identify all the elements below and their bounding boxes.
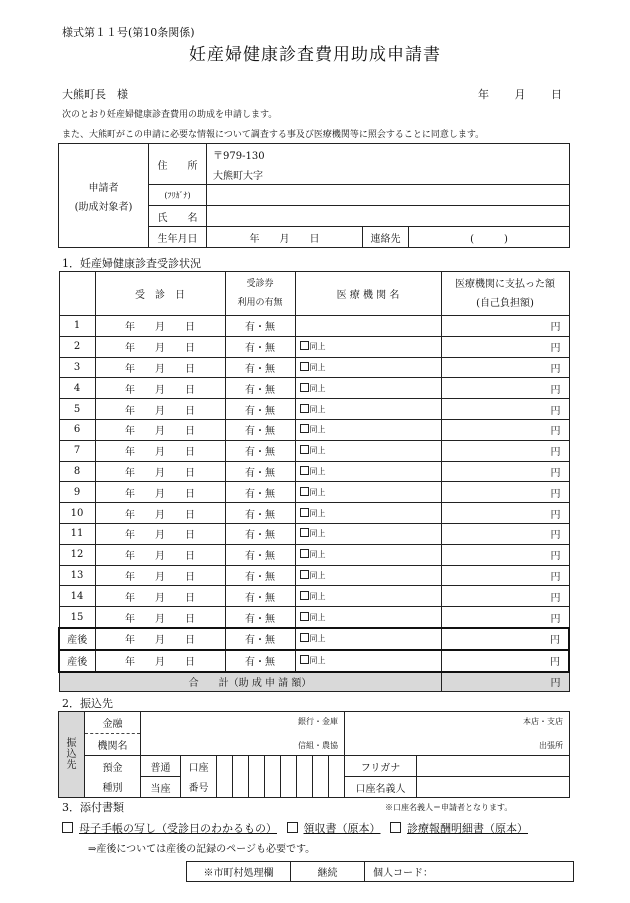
facility-field[interactable] (295, 628, 441, 650)
row-number: 4 (59, 378, 95, 399)
visit-date-field[interactable]: 年 月 日 (95, 378, 225, 399)
table-row (59, 503, 569, 524)
checkbox-icon (62, 822, 73, 833)
bank-name-field[interactable]: 銀行・金庫 信組・農協 (141, 712, 345, 756)
checkbox-icon (300, 508, 309, 517)
table-row (59, 544, 569, 565)
facility-field[interactable] (295, 544, 441, 565)
visit-date-field[interactable]: 年 月 日 (95, 628, 225, 650)
voucher-select[interactable]: 有・無 (225, 565, 295, 586)
consent-text: また、大熊町がこの申請に必要な情報について調査する事及び医療機関等に照会することに同意します。 (62, 130, 485, 140)
row-number: 14 (59, 586, 95, 607)
addressee: 大熊町長 様 (62, 88, 128, 101)
row-number: 7 (59, 440, 95, 461)
amount-field[interactable]: 円 (441, 607, 569, 628)
type-futsu[interactable]: 普通 (141, 756, 181, 777)
furigana-field[interactable] (207, 185, 570, 206)
visit-date-field[interactable]: 年 月 日 (95, 544, 225, 565)
same-as-above-label: 同上 (309, 425, 326, 435)
furigana-label: (ﾌﾘｶﾞﾅ) (149, 185, 207, 206)
facility-field[interactable] (295, 461, 441, 482)
checkbox-statement[interactable]: 診療報酬明細書（原本） (390, 822, 528, 835)
visit-date-field[interactable]: 年 月 日 (95, 357, 225, 378)
facility-field[interactable] (295, 482, 441, 503)
facility-field[interactable] (295, 419, 441, 440)
voucher-select[interactable]: 有・無 (225, 503, 295, 524)
amount-field[interactable]: 円 (441, 316, 569, 337)
same-as-above-label: 同上 (309, 634, 326, 644)
checkbox-icon (287, 822, 298, 833)
visit-date-field[interactable]: 年 月 日 (95, 523, 225, 544)
voucher-select[interactable]: 有・無 (225, 544, 295, 565)
dob-field[interactable]: 年 月 日 (207, 227, 363, 248)
page-title: 妊産婦健康診査費用助成申請書 (189, 45, 441, 65)
table-row (59, 482, 569, 503)
table-row (59, 419, 569, 440)
row-number: 8 (59, 461, 95, 482)
row-number: 9 (59, 482, 95, 503)
type-label: 預金 (85, 756, 141, 777)
amount-field[interactable]: 円 (441, 399, 569, 420)
type-toza[interactable]: 当座 (141, 777, 181, 798)
amount-field[interactable]: 円 (441, 650, 569, 672)
visit-date-field[interactable]: 年 月 日 (95, 461, 225, 482)
same-as-above-label: 同上 (309, 550, 326, 560)
visit-date-field[interactable]: 年 月 日 (95, 503, 225, 524)
voucher-select[interactable]: 有・無 (225, 357, 295, 378)
address-label: 住 所 (149, 144, 207, 185)
visit-date-field[interactable]: 年 月 日 (95, 419, 225, 440)
same-as-above-label: 同上 (309, 446, 326, 456)
same-as-above-label: 同上 (309, 487, 326, 497)
applicant-label: 申請者 (助成対象者) (59, 144, 149, 248)
table-row (59, 357, 569, 378)
facility-field[interactable] (295, 378, 441, 399)
checkbox-icon (390, 822, 401, 833)
checkbox-icon (300, 466, 309, 475)
table-row (59, 336, 569, 357)
row-number: 10 (59, 503, 95, 524)
table-row (59, 378, 569, 399)
facility-field[interactable] (295, 336, 441, 357)
postal-code[interactable]: 〒979-130 (207, 144, 570, 165)
row-number: 12 (59, 544, 95, 565)
facility-field[interactable] (295, 565, 441, 586)
total-label: 合 計（助 成 申 請 額） (59, 672, 441, 692)
amount-field[interactable]: 円 (441, 419, 569, 440)
row-number: 産後 (59, 628, 95, 650)
voucher-select[interactable]: 有・無 (225, 586, 295, 607)
facility-field[interactable] (295, 316, 441, 337)
checkup-table (58, 271, 570, 692)
office-label: ※市町村処理欄 (187, 862, 291, 882)
amount-field[interactable]: 円 (441, 336, 569, 357)
attachments (62, 820, 528, 836)
amount-field[interactable]: 円 (441, 357, 569, 378)
office-use-table (186, 861, 574, 882)
row-number: 産後 (59, 650, 95, 672)
holder-label: 口座名義人 (345, 777, 417, 798)
checkbox-icon (300, 633, 309, 642)
amount-field[interactable]: 円 (441, 565, 569, 586)
facility-field[interactable] (295, 503, 441, 524)
voucher-select[interactable]: 有・無 (225, 336, 295, 357)
transfer-side-label: 振込先 (59, 712, 85, 798)
intro-text: 次のとおり妊産婦健康診査費用の助成を申請します。 (62, 110, 278, 120)
visit-date-field[interactable]: 年 月 日 (95, 440, 225, 461)
checkbox-icon (300, 549, 309, 558)
dob-label: 生年月日 (149, 227, 207, 248)
section1-title: 1．妊産婦健康診査受診状況 (62, 257, 201, 270)
voucher-select[interactable]: 有・無 (225, 628, 295, 650)
checkbox-icon (300, 383, 309, 392)
application-date[interactable]: 年 月 日 (478, 88, 562, 101)
table-row (59, 586, 569, 607)
contact-label: 連絡先 (363, 227, 409, 248)
row-number: 15 (59, 607, 95, 628)
facility-field[interactable] (295, 440, 441, 461)
same-as-above-label: 同上 (309, 404, 326, 414)
amount-field[interactable]: 円 (441, 628, 569, 650)
amount-field[interactable]: 円 (441, 440, 569, 461)
facility-field[interactable] (295, 607, 441, 628)
same-as-above-label: 同上 (309, 570, 326, 580)
row-number: 6 (59, 419, 95, 440)
acct-digit[interactable] (281, 756, 297, 798)
row-number: 13 (59, 565, 95, 586)
section3-title: 3．添付書類 (62, 801, 124, 814)
row-number: 1 (59, 316, 95, 337)
facility-field[interactable] (295, 399, 441, 420)
checkbox-icon (300, 445, 309, 454)
acct-digit[interactable] (233, 756, 249, 798)
acct-digit[interactable] (313, 756, 329, 798)
visit-date-field[interactable]: 年 月 日 (95, 399, 225, 420)
total-amount[interactable]: 円 (441, 672, 569, 692)
voucher-select[interactable]: 有・無 (225, 419, 295, 440)
amount-field[interactable]: 円 (441, 503, 569, 524)
acct-digit[interactable] (265, 756, 281, 798)
facility-field[interactable] (295, 523, 441, 544)
header-amount: 医療機関に支払った額 (自己負担額) (441, 272, 569, 316)
table-row (59, 440, 569, 461)
row-number: 11 (59, 523, 95, 544)
header-facility: 医 療 機 関 名 (295, 272, 441, 316)
same-as-above-label: 同上 (309, 466, 326, 476)
office-continue[interactable]: 継続 (291, 862, 365, 882)
table-row (59, 461, 569, 482)
acct-digit[interactable] (217, 756, 233, 798)
visit-date-field[interactable]: 年 月 日 (95, 316, 225, 337)
holder-furigana-field[interactable] (417, 756, 570, 777)
checkbox-icon (300, 362, 309, 371)
address-field[interactable]: 大熊町大字 (207, 164, 570, 185)
voucher-select[interactable]: 有・無 (225, 482, 295, 503)
visit-date-field[interactable]: 年 月 日 (95, 336, 225, 357)
checkbox-icon (300, 612, 309, 621)
acct-digit[interactable] (329, 756, 345, 798)
same-as-above-label: 同上 (309, 362, 326, 372)
acct-digit[interactable] (297, 756, 313, 798)
facility-field[interactable] (295, 650, 441, 672)
voucher-select[interactable]: 有・無 (225, 378, 295, 399)
checkbox-icon (300, 341, 309, 350)
contact-field[interactable]: ( ) (409, 227, 570, 248)
amount-field[interactable]: 円 (441, 461, 569, 482)
voucher-select[interactable]: 有・無 (225, 607, 295, 628)
header-date: 受 診 日 (95, 272, 225, 316)
amount-field[interactable]: 円 (441, 378, 569, 399)
checkbox-icon (300, 655, 309, 664)
same-as-above-label: 同上 (309, 656, 326, 666)
table-row (59, 607, 569, 628)
same-as-above-label: 同上 (309, 612, 326, 622)
checkbox-icon (300, 404, 309, 413)
applicant-table (58, 143, 570, 248)
visit-date-field[interactable]: 年 月 日 (95, 650, 225, 672)
checkbox-icon (300, 487, 309, 496)
row-number: 5 (59, 399, 95, 420)
row-number: 3 (59, 357, 95, 378)
facility-field[interactable] (295, 586, 441, 607)
name-label: 氏 名 (149, 206, 207, 227)
table-row (59, 650, 569, 672)
acct-digit[interactable] (249, 756, 265, 798)
header-voucher: 受診券 利用の有無 (225, 272, 295, 316)
row-number: 2 (59, 336, 95, 357)
personal-code[interactable]: 個人コード： (365, 862, 574, 882)
visit-date-field[interactable]: 年 月 日 (95, 565, 225, 586)
furigana-label: フリガナ (345, 756, 417, 777)
facility-field[interactable] (295, 357, 441, 378)
table-row (59, 316, 569, 337)
voucher-select[interactable]: 有・無 (225, 440, 295, 461)
voucher-select[interactable]: 有・無 (225, 399, 295, 420)
same-as-above-label: 同上 (309, 591, 326, 601)
checkbox-receipt[interactable]: 領収書（原本） (287, 822, 381, 835)
account-label: 口座 (181, 756, 217, 777)
holder-field[interactable] (417, 777, 570, 798)
visit-date-field[interactable]: 年 月 日 (95, 482, 225, 503)
checkbox-icon (300, 570, 309, 579)
checkbox-icon (300, 424, 309, 433)
amount-field[interactable]: 円 (441, 544, 569, 565)
same-as-above-label: 同上 (309, 383, 326, 393)
voucher-select[interactable]: 有・無 (225, 650, 295, 672)
table-row (59, 399, 569, 420)
amount-field[interactable]: 円 (441, 523, 569, 544)
voucher-select[interactable]: 有・無 (225, 461, 295, 482)
section2-title: 2．振込先 (62, 697, 113, 710)
checkbox-icon (300, 528, 309, 537)
postpartum-note: ⇒産後については産後の記録のページも必要です。 (88, 844, 316, 855)
same-as-above-label: 同上 (309, 342, 326, 352)
table-row (59, 565, 569, 586)
visit-date-field[interactable]: 年 月 日 (95, 607, 225, 628)
name-field[interactable] (207, 206, 570, 227)
voucher-select[interactable]: 有・無 (225, 316, 295, 337)
bank-table: 振込先 金融 銀行・金庫 信組・農協 本店・支店 出張所 機関名 預金 普通 口座 フリガナ 種別 当座 番号 口座名義人 (58, 711, 570, 798)
holder-note: ※口座名義人＝申請者となります。 (385, 803, 513, 812)
amount-field[interactable]: 円 (441, 586, 569, 607)
voucher-select[interactable]: 有・無 (225, 523, 295, 544)
visit-date-field[interactable]: 年 月 日 (95, 586, 225, 607)
checkbox-icon (300, 591, 309, 600)
amount-field[interactable]: 円 (441, 482, 569, 503)
same-as-above-label: 同上 (309, 529, 326, 539)
same-as-above-label: 同上 (309, 508, 326, 518)
form-number: 様式第１１号(第10条関係) (62, 26, 195, 39)
checkbox-maternal-handbook[interactable]: 母子手帳の写し（受診日のわかるもの） (62, 822, 277, 835)
table-row (59, 628, 569, 650)
bank-label: 金融 (85, 712, 141, 734)
table-row (59, 523, 569, 544)
branch-field[interactable]: 本店・支店 出張所 (345, 712, 570, 756)
